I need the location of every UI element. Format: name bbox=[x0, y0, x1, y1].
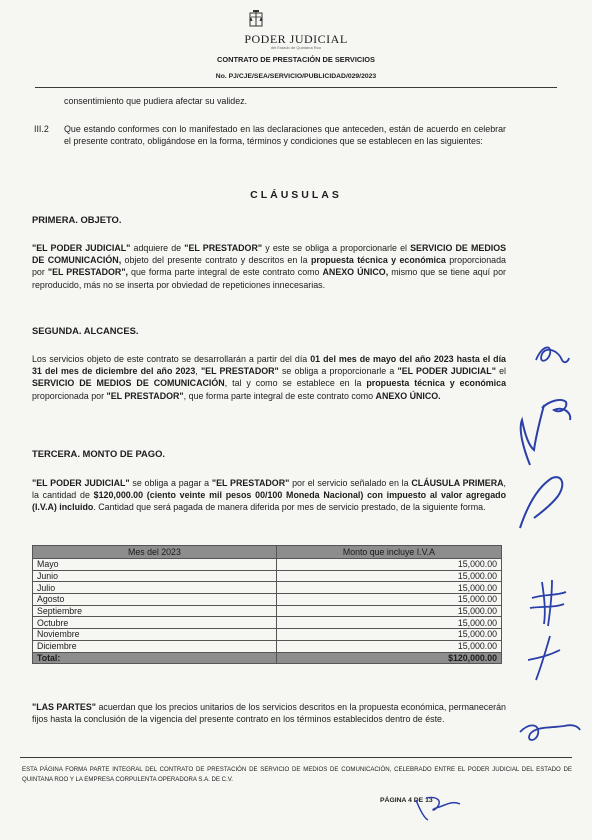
table-row bbox=[33, 570, 502, 582]
margin-signature-3 bbox=[528, 578, 568, 628]
column-header-month: Mes del 2023 bbox=[33, 546, 277, 559]
table-total-row bbox=[33, 652, 502, 664]
margin-signature-4 bbox=[520, 632, 570, 682]
footer-divider bbox=[20, 757, 572, 758]
amount-cell: 15,000.00 bbox=[276, 640, 501, 652]
primera-paragraph: "EL PODER JUDICIAL" adquiere de "EL PRESTADOR" y este se obliga a proporcionarle el SERVICIO DE MEDIOS DE COMUNICACIÓN, objeto del presente contrato y descritos en la propuesta técnica y económica proporcionada por "EL PRESTADOR", que forma parte integral de este contrato como ANEXO ÚNICO, mismo que se tiene aquí por reproducido, más no se inserta por obviedad de repeticiones innecesarias. bbox=[32, 243, 507, 290]
month-cell: Diciembre bbox=[33, 640, 277, 652]
table-row bbox=[33, 582, 502, 594]
contract-number: No. PJ/CJE/SEA/SERVICIO/PUBLICIDAD/029/2023 bbox=[215, 73, 377, 80]
organization-name: PODER JUDICIAL bbox=[244, 32, 348, 46]
declaration-number: III.2 bbox=[34, 124, 49, 134]
amount-cell: 15,000.00 bbox=[276, 605, 501, 617]
amount-cell: 15,000.00 bbox=[276, 629, 501, 641]
final-paragraph: "LAS PARTES" acuerdan que los precios unitarios de los servicios descritos en la propuesta económica, permanecerán fijos hasta la conclusión de la vigencia del presente contrato en los términos establecidos dentro de éste. bbox=[32, 702, 506, 725]
amount-cell: 15,000.00 bbox=[276, 594, 501, 606]
organization-subtitle: del Estado de Quintana Roo bbox=[270, 45, 322, 50]
amount-cell: 15,000.00 bbox=[276, 570, 501, 582]
table-row bbox=[33, 629, 502, 641]
margin-signature-2 bbox=[512, 470, 572, 530]
month-cell: Octubre bbox=[33, 617, 277, 629]
tercera-paragraph: "EL PODER JUDICIAL" se obliga a pagar a "EL PRESTADOR" por el servicio señalado en la CLÁUSULA PRIMERA, la cantidad de $120,000.00 (ciento veinte mil pesos 00/100 Moneda Nacional) con impuesto al valor agregado (I.V.A) incluido. Cantidad que será pagada de manera diferida por mes de servicio prestado, de la siguiente forma. bbox=[32, 478, 507, 513]
segunda-heading: SEGUNDA. ALCANCES. bbox=[32, 325, 139, 336]
table-row bbox=[33, 605, 502, 617]
margin-signature-1 bbox=[510, 390, 580, 470]
amount-cell: 15,000.00 bbox=[276, 582, 501, 594]
contract-title: CONTRATO DE PRESTACIÓN DE SERVICIOS bbox=[217, 55, 375, 64]
header-divider bbox=[35, 87, 557, 88]
intro-tail: consentimiento que pudiera afectar su validez. bbox=[64, 96, 248, 106]
payment-schedule-table bbox=[32, 545, 502, 664]
total-label: Total: bbox=[33, 652, 277, 664]
clausulas-title: CLÁUSULAS bbox=[250, 189, 342, 201]
month-cell: Julio bbox=[33, 582, 277, 594]
page-number: PÁGINA 4 DE 13 bbox=[380, 797, 433, 804]
month-cell: Mayo bbox=[33, 559, 277, 571]
page-number-signature bbox=[412, 790, 472, 822]
table-row bbox=[33, 594, 502, 606]
scales-of-justice-icon bbox=[246, 9, 266, 29]
table-row bbox=[33, 640, 502, 652]
amount-cell: 15,000.00 bbox=[276, 617, 501, 629]
footer-note: ESTA PÁGINA FORMA PARTE INTEGRAL DEL CONTRATO DE PRESTACIÓN DE SERVICIO DE MEDIOS DE COMUNICACIÓN, CELEBRADO ENTRE EL PODER JUDICIAL DEL ESTADO DE QUINTANA ROO Y LA EMPRESA CORPULENTA OPERADORA S.A. DE C.V. bbox=[22, 766, 572, 783]
month-cell: Junio bbox=[33, 570, 277, 582]
table-header-row bbox=[33, 546, 502, 559]
declaration-text: Que estando conformes con lo manifestado en las declaraciones que anteceden, están de acuerdo en celebrar el presente contrato, obligándose en la forma, términos y condiciones que se establecen en las siguientes: bbox=[64, 124, 506, 147]
table-row bbox=[33, 559, 502, 571]
month-cell: Noviembre bbox=[33, 629, 277, 641]
amount-cell: 15,000.00 bbox=[276, 559, 501, 571]
column-header-amount: Monto que incluye I.V.A bbox=[276, 546, 501, 559]
primera-heading: PRIMERA. OBJETO. bbox=[32, 214, 122, 225]
table-row bbox=[33, 617, 502, 629]
tercera-heading: TERCERA. MONTO DE PAGO. bbox=[32, 448, 165, 459]
segunda-paragraph: Los servicios objeto de este contrato se desarrollarán a partir del día 01 del mes de mayo del año 2023 hasta el día 31 del mes de diciembre del año 2023, "EL PRESTADOR" se obliga a proporcionarle a "EL PODER JUDICIAL" el SERVICIO DE MEDIOS DE COMUNICACIÓN, tal y como se establece en la propuesta técnica y económica proporcionada por "EL PRESTADOR", que forma parte integral de este contrato como ANEXO ÚNICO. bbox=[32, 354, 507, 401]
month-cell: Agosto bbox=[33, 594, 277, 606]
margin-signature-5 bbox=[516, 712, 582, 752]
month-cell: Septiembre bbox=[33, 605, 277, 617]
total-amount: $120,000.00 bbox=[276, 652, 501, 664]
margin-initial-1 bbox=[532, 340, 572, 370]
